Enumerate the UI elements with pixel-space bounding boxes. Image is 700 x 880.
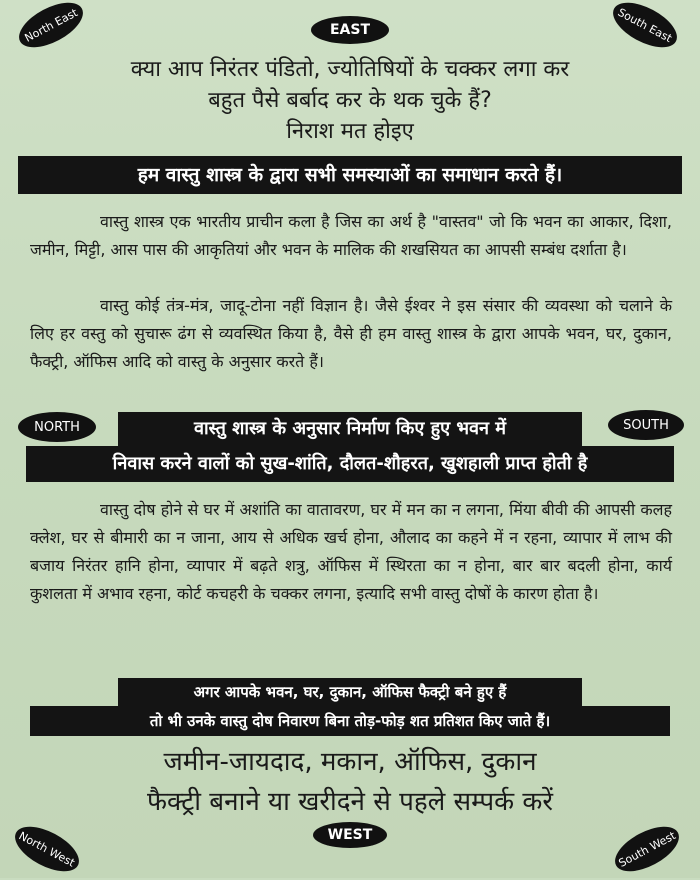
vastu-intro-paragraph: वास्तु शास्त्र एक भारतीय प्राचीन कला है जिस का अर्थ है "वास्तव" जो कि भवन का आकार, दिशा, जमीन, मिट्टी, आस पास की आकृतियां और भवन के मालिक की शखसियत का आपसी सम्बंध दर्शाता है। — [30, 212, 672, 259]
vastu-dosh-paragraph: वास्तु दोष होने से घर में अशांति का वातावरण, घर में मन का न लगना, मिंया बीवी की आपसी कलह क्लेश, घर से बीमारी का न जाना, आय से अधिक खर्च होना, औलाद का कहने में न रहना, व्यापार में लाभ की बजाय निरंतर हानि होना, व्यापार में बढ़ते शत्रु, ऑफिस में स्थिरता का न होना, बार बार बदली होना, कार्य कुशलता में अभाव रहना, कोर्ट कचहरी के चक्कर लगना, इत्यादि सभी वास्तु दोषों के कारण होता है। — [30, 500, 672, 603]
headline-line-3: निराश मत होइए — [286, 119, 414, 144]
benefits-banner-line-1: वास्तु शास्त्र के अनुसार निर्माण किए हुए भवन में — [118, 412, 582, 446]
solution-banner: हम वास्तु शास्त्र के द्वारा सभी समस्याओं का समाधान करते हैं। — [18, 156, 682, 194]
remedy-banner-line-1: अगर आपके भवन, घर, दुकान, ऑफिस फैक्ट्री बने हुए हैं — [118, 678, 582, 706]
benefits-banner-line-2: निवास करने वालों को सुख-शांति, दौलत-शौहरत, खुशहाली प्राप्त होती है — [26, 446, 674, 482]
south-label: SOUTH — [608, 410, 684, 440]
north-west-label: North West — [8, 818, 86, 880]
headline-line-2: बहुत पैसे बर्बाद कर के थक चुके हैं? — [208, 88, 492, 113]
west-label: WEST — [313, 822, 387, 848]
vastu-science-paragraph: वास्तु कोई तंत्र-मंत्र, जादू-टोना नहीं विज्ञान है। जैसे ईश्वर ने इस संसार की व्यवस्था को चलाने के लिए हर वस्तु को सुचारू ढंग से व्यवस्थित किया है, वैसे ही हम वास्तु शास्त्र के द्वारा आपके भवन, घर, दुकान, फैक्ट्री, ऑफिस आदि को वास्तु के अनुसार करते हैं। — [30, 296, 672, 371]
remedy-banner-line-2: तो भी उनके वास्तु दोष निवारण बिना तोड़-फोड़ शत प्रतिशत किए जाते हैं। — [30, 706, 670, 736]
headline-line-1: क्या आप निरंतर पंडितो, ज्योतिषियों के चक्कर लगा कर — [130, 57, 570, 82]
footer-line-1: जमीन-जायदाद, मकान, ऑफिस, दुकान — [163, 747, 537, 777]
north-label: NORTH — [18, 412, 96, 442]
south-east-label: South East — [606, 0, 684, 56]
south-west-label: South West — [608, 818, 686, 880]
north-east-label: North East — [12, 0, 90, 56]
footer-line-2: फैक्ट्री बनाने या खरीदने से पहले सम्पर्क करें — [146, 787, 554, 817]
east-label: EAST — [311, 16, 389, 44]
